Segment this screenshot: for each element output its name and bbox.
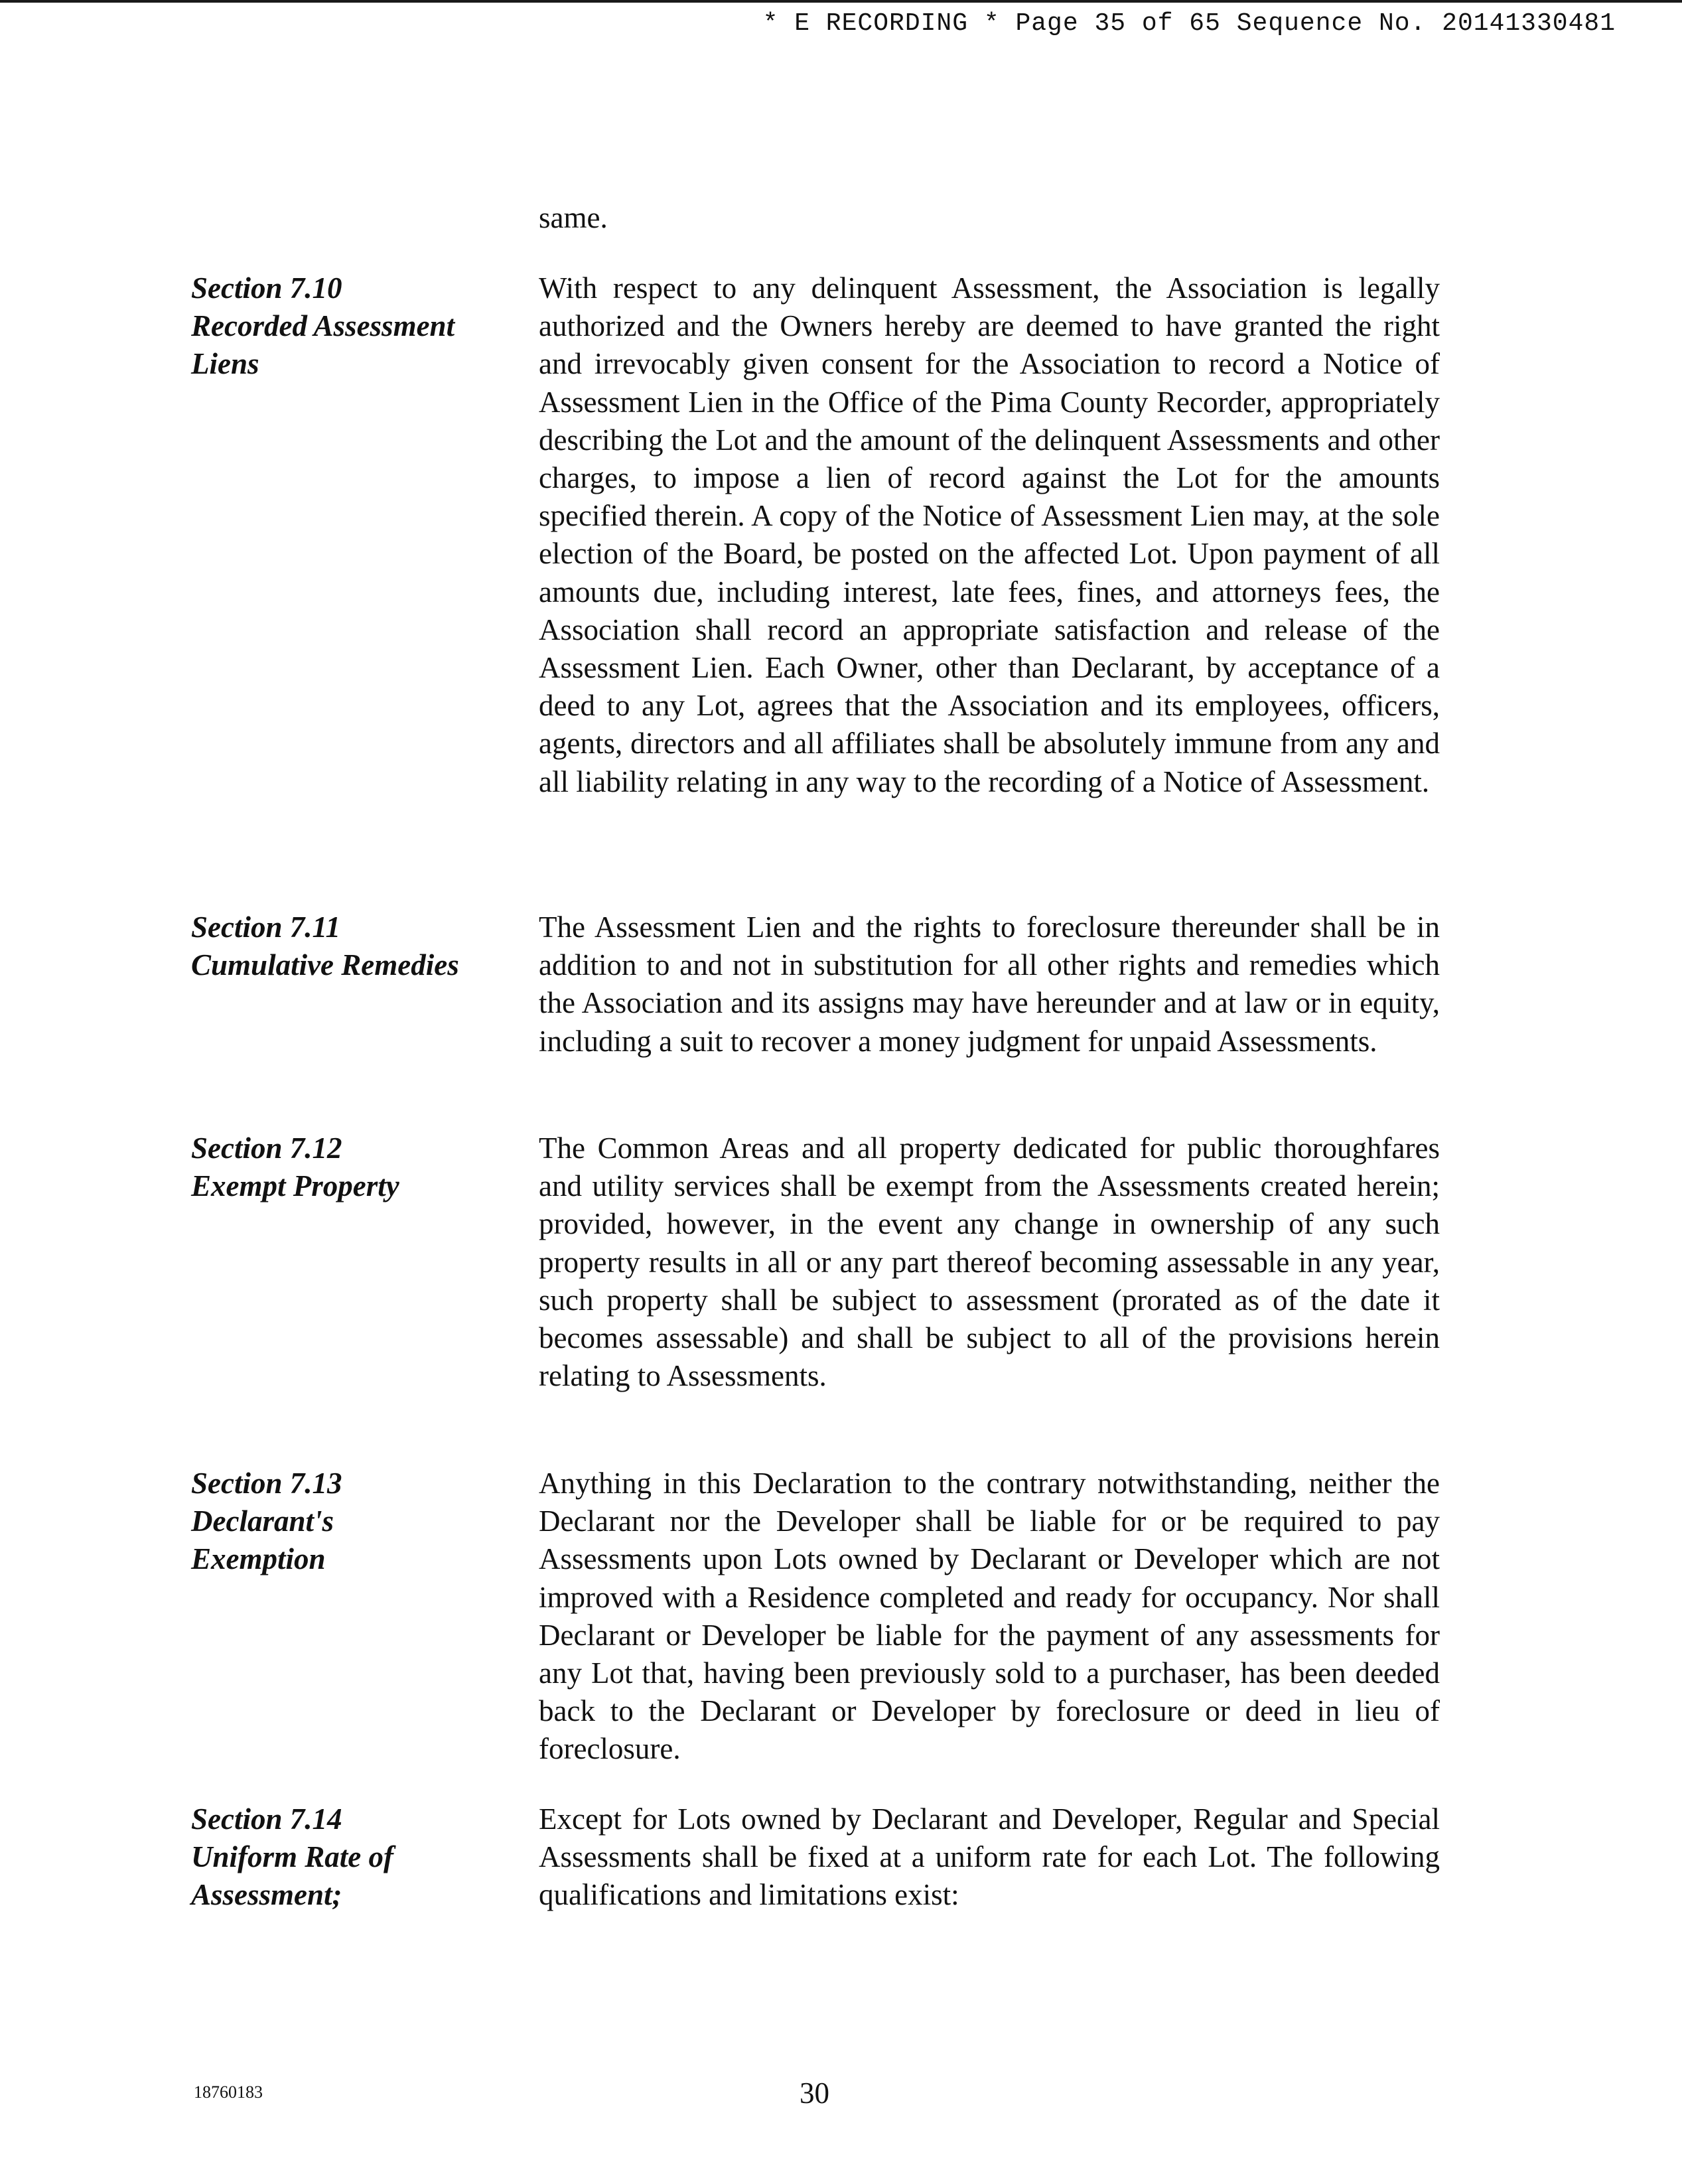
continued-text: same. (539, 201, 608, 234)
section-heading (191, 1800, 510, 1914)
section-number: Section 7.10 (191, 271, 342, 305)
section-number: Section 7.12 (191, 1131, 342, 1165)
section-title-line: Exemption (191, 1542, 326, 1575)
section-body: The Assessment Lien and the rights to foreclosure thereunder shall be in addition to and not in substitution for all other rights and remedies which the Association and its assigns may have hereunder and at law or in equity, including a suit to recover a money judgment for unpaid Assessments. (539, 910, 1440, 1058)
section-body: Anything in this Declaration to the contrary notwithstanding, neither the Declarant nor the Developer shall be liable for or be required to pay Assessments upon Lots owned by Declarant or Developer which are not improved with a Residence completed and ready for occupancy. Nor shall Declarant or Developer be liable for the payment of any assessments for any Lot that, having been previously sold to a purchaser, has been deeded back to the Declarant or Developer by foreclosure or deed in lieu of foreclosure. (539, 1467, 1440, 1766)
section-title-line: Uniform Rate of (191, 1840, 394, 1873)
recording-header: * E RECORDING * Page 35 of 65 Sequence No. 20141330481 (762, 9, 1616, 38)
section-title-line: Assessment; (191, 1878, 342, 1911)
section-title-line: Exempt Property (191, 1169, 399, 1202)
section-heading (191, 1465, 510, 1578)
section-body: Except for Lots owned by Declarant and Developer, Regular and Special Assessments shall be fixed at a uniform rate for each Lot. The following qualifications and limitations exist: (539, 1802, 1440, 1912)
section-body: With respect to any delinquent Assessment, the Association is legally authorized and the Owners hereby are deemed to have granted the right and irrevocably given consent for the Association to record a Notice of Assessment Lien in the Office of the Pima County Recorder, appropriately describing the Lot and the amount of the delinquent Assessments and other charges, to impose a lien of record against the Lot for the amounts specified therein. A copy of the Notice of Assessment Lien may, at the sole election of the Board, be posted on the affected Lot. Upon payment of all amounts due, including interest, late fees, fines, and attorneys fees, the Association shall record an appropriate satisfaction and release of the Assessment Lien. Each Owner, other than Declarant, by acceptance of a deed to any Lot, agrees that the Association and its employees, officers, agents, directors and all affiliates shall be absolutely immune from any and all liability relating in any way to the recording of a Notice of Assessment. (539, 271, 1440, 798)
section-heading (191, 269, 510, 383)
section-title-line: Declarant's (191, 1504, 334, 1538)
section-number: Section 7.11 (191, 910, 341, 944)
section-heading (191, 909, 510, 984)
section-number: Section 7.13 (191, 1467, 342, 1500)
section-title-line: Liens (191, 347, 259, 380)
section-title-line: Cumulative Remedies (191, 948, 459, 982)
top-border-rule (0, 0, 1682, 3)
section-number: Section 7.14 (191, 1802, 342, 1836)
document-id: 18760183 (194, 2082, 263, 2102)
section-body: The Common Areas and all property dedicated for public thoroughfares and utility services shall be exempt from the Assessments created herein; provided, however, in the event any change in ownership of any such property results in all or any part thereof becoming assessable in any year, such property shall be subject to assessment (prorated as of the date it becomes assessable) and shall be subject to all of the provisions herein relating to Assessments. (539, 1131, 1440, 1393)
section-heading (191, 1129, 510, 1205)
page-number: 30 (800, 2076, 829, 2110)
section-title-line: Recorded Assessment (191, 309, 455, 342)
